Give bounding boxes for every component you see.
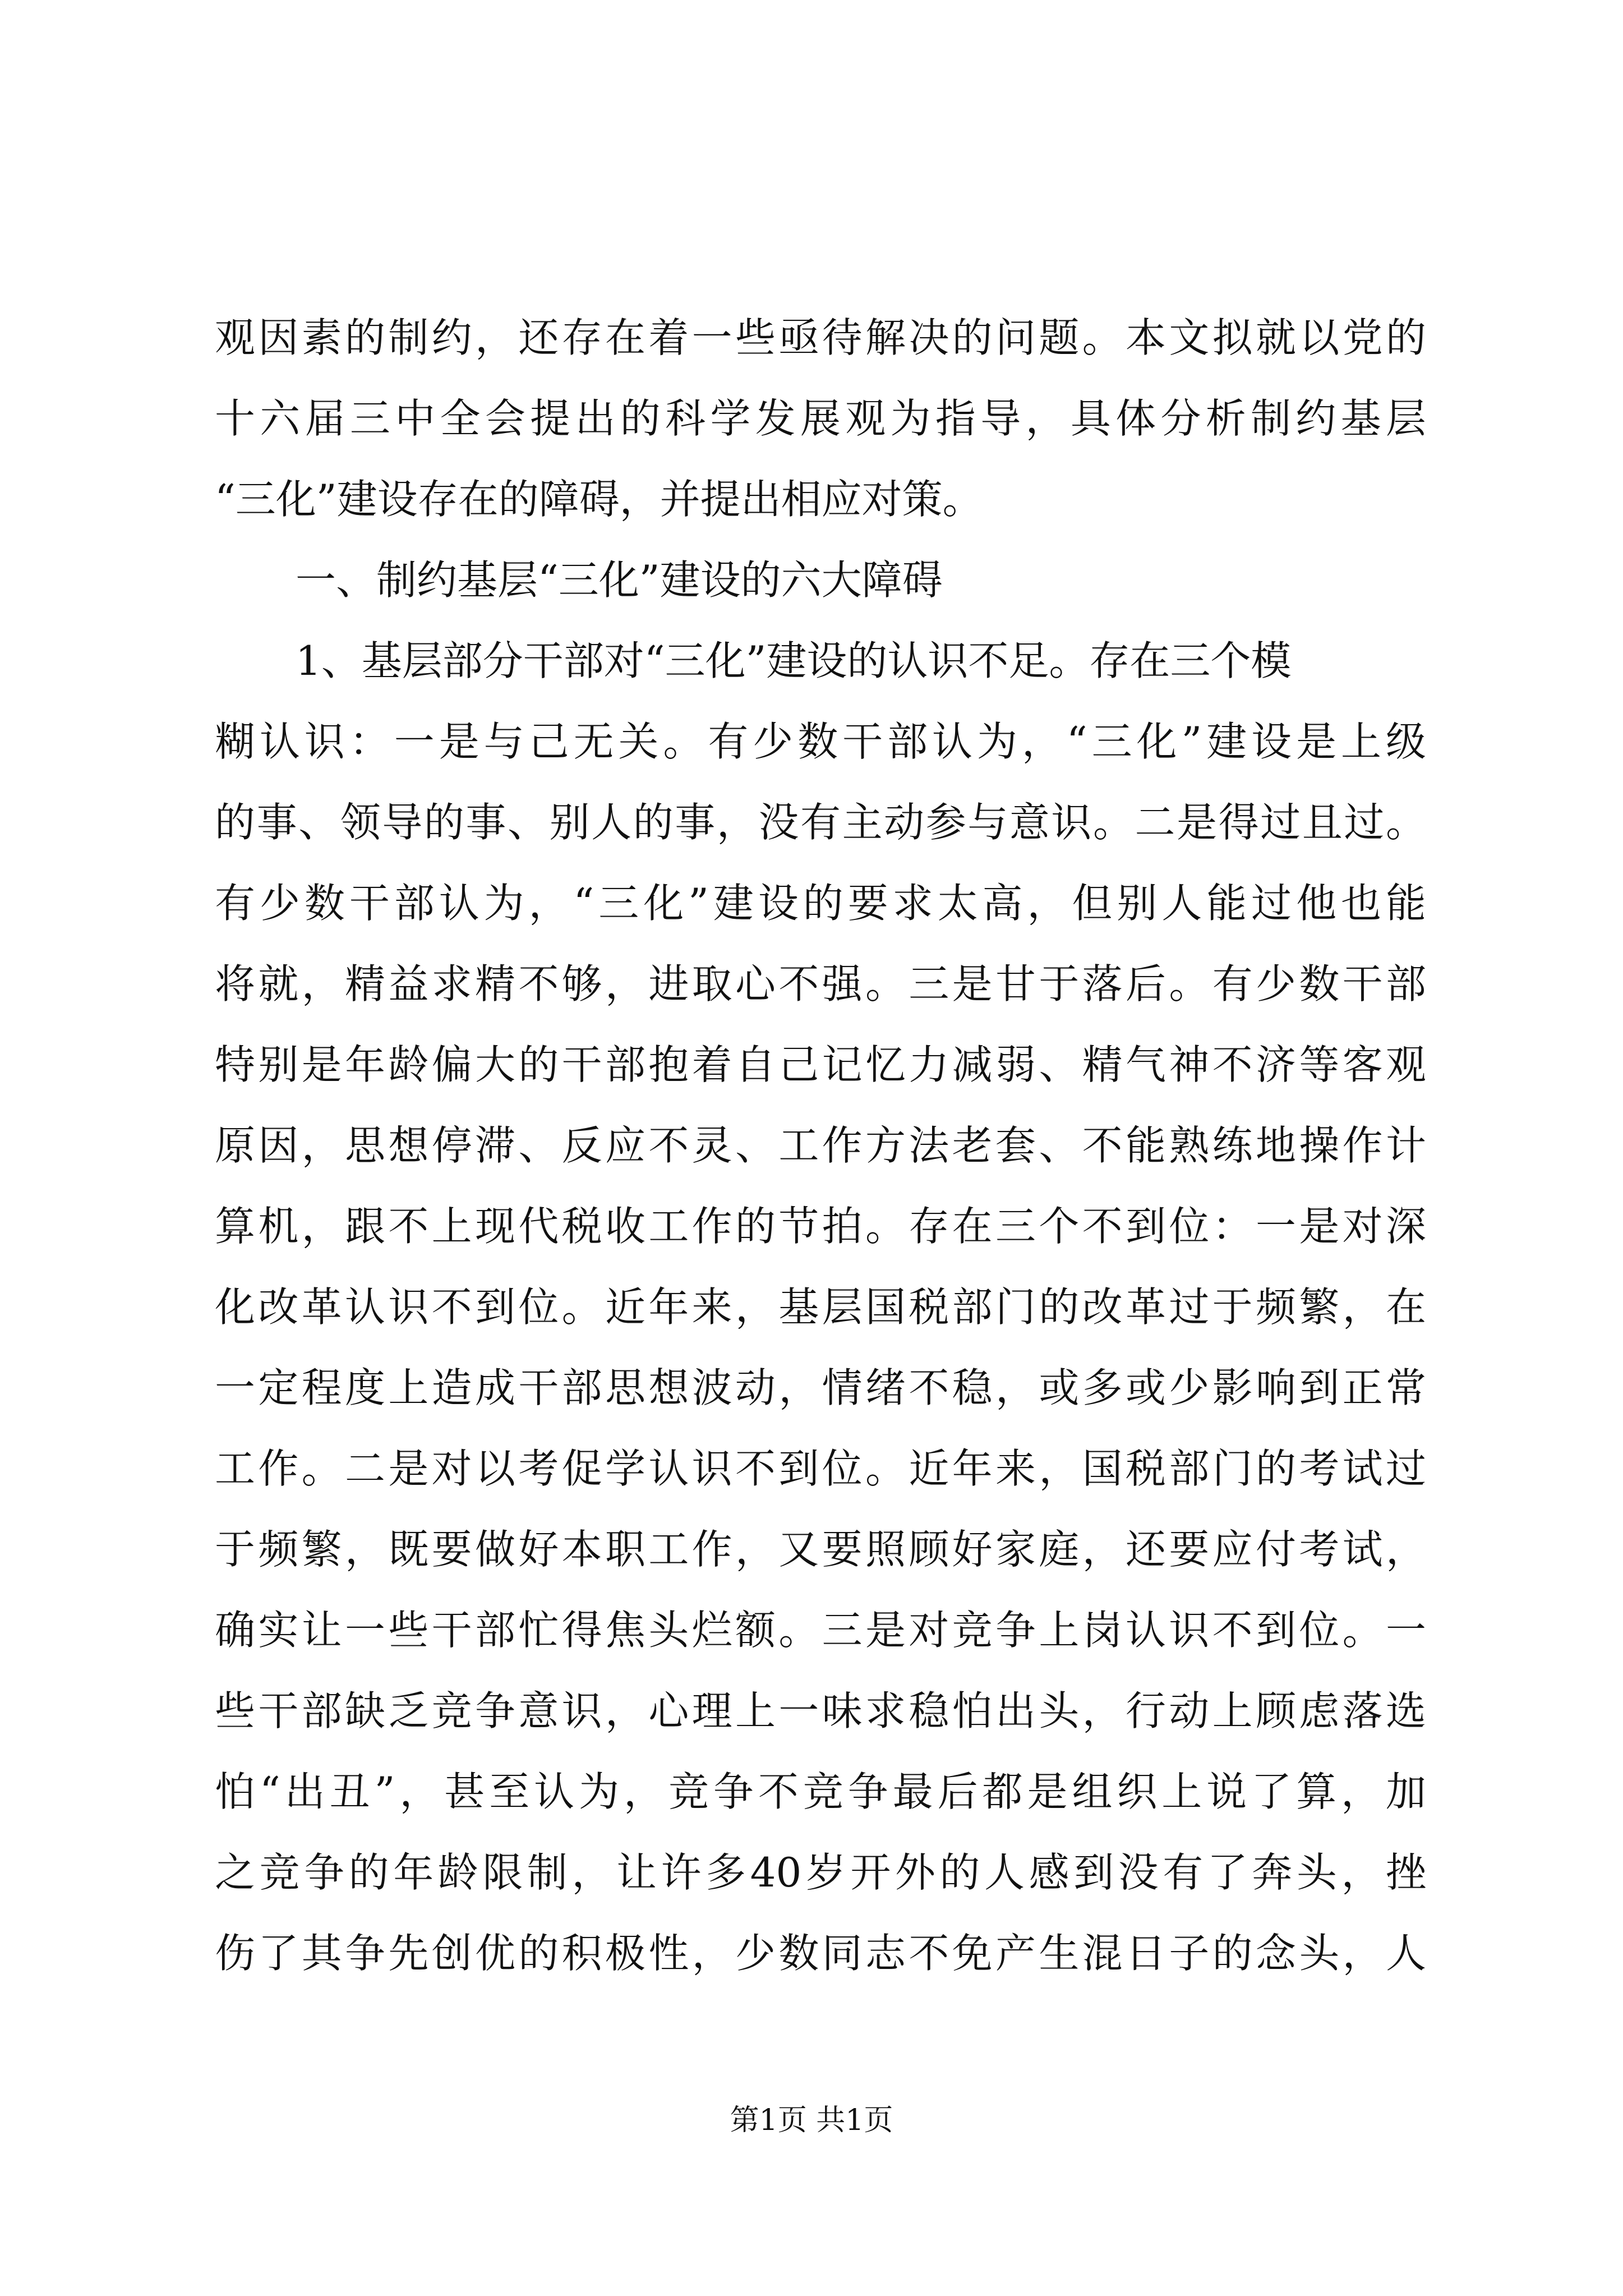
text-line: 糊认识：一是与己无关。有少数干部认为，“三化”建设是上级 [215,718,1426,765]
text-line: 确实让一些干部忙得焦头烂额。三是对竞争上岗认识不到位。一 [215,1607,1426,1654]
text-line: 算机，跟不上现代税收工作的节拍。存在三个不到位：一是对深 [215,1203,1426,1250]
text-line: 原因，思想停滞、反应不灵、工作方法老套、不能熟练地操作计 [215,1122,1426,1169]
text-line: 于频繁，既要做好本职工作，又要照顾好家庭，还要应付考试， [215,1526,1426,1573]
text-line: 有少数干部认为，“三化”建设的要求太高，但别人能过他也能 [215,880,1426,927]
text-line: 伤了其争先创优的积极性，少数同志不免产生混日子的念头，人 [215,1930,1426,1977]
paragraph-first-line: 1、基层部分干部对“三化”建设的认识不足。存在三个模 [296,637,1292,684]
text-line: 将就，精益求精不够，进取心不强。三是甘于落后。有少数干部 [215,960,1426,1007]
text-line: “三化”建设存在的障碍，并提出相应对策。 [215,476,983,523]
text-line: 十六届三中全会提出的科学发展观为指导，具体分析制约基层 [215,395,1426,442]
text-line: 观因素的制约，还存在着一些亟待解决的问题。本文拟就以党的 [215,314,1426,361]
text-line: 怕“出丑”，甚至认为，竞争不竞争最后都是组织上说了算，加 [215,1768,1426,1815]
section-heading: 一、制约基层“三化”建设的六大障碍 [296,556,943,604]
text-line: 些干部缺乏竞争意识，心理上一味求稳怕出头，行动上顾虑落选 [215,1687,1426,1734]
text-line: 之竞争的年龄限制，让许多40岁开外的人感到没有了奔头，挫 [215,1849,1426,1896]
text-line: 的事、领导的事、别人的事，没有主动参与意识。二是得过且过。 [215,799,1426,846]
text-line: 化改革认识不到位。近年来，基层国税部门的改革过于频繁，在 [215,1283,1426,1331]
text-line: 工作。二是对以考促学认识不到位。近年来，国税部门的考试过 [215,1445,1426,1492]
body-text [215,297,1426,1994]
page-footer: 第1页 共1页 [730,2104,893,2137]
text-line: 特别是年龄偏大的干部抱着自己记忆力减弱、精气神不济等客观 [215,1041,1426,1088]
text-line: 一定程度上造成干部思想波动，情绪不稳，或多或少影响到正常 [215,1364,1426,1411]
